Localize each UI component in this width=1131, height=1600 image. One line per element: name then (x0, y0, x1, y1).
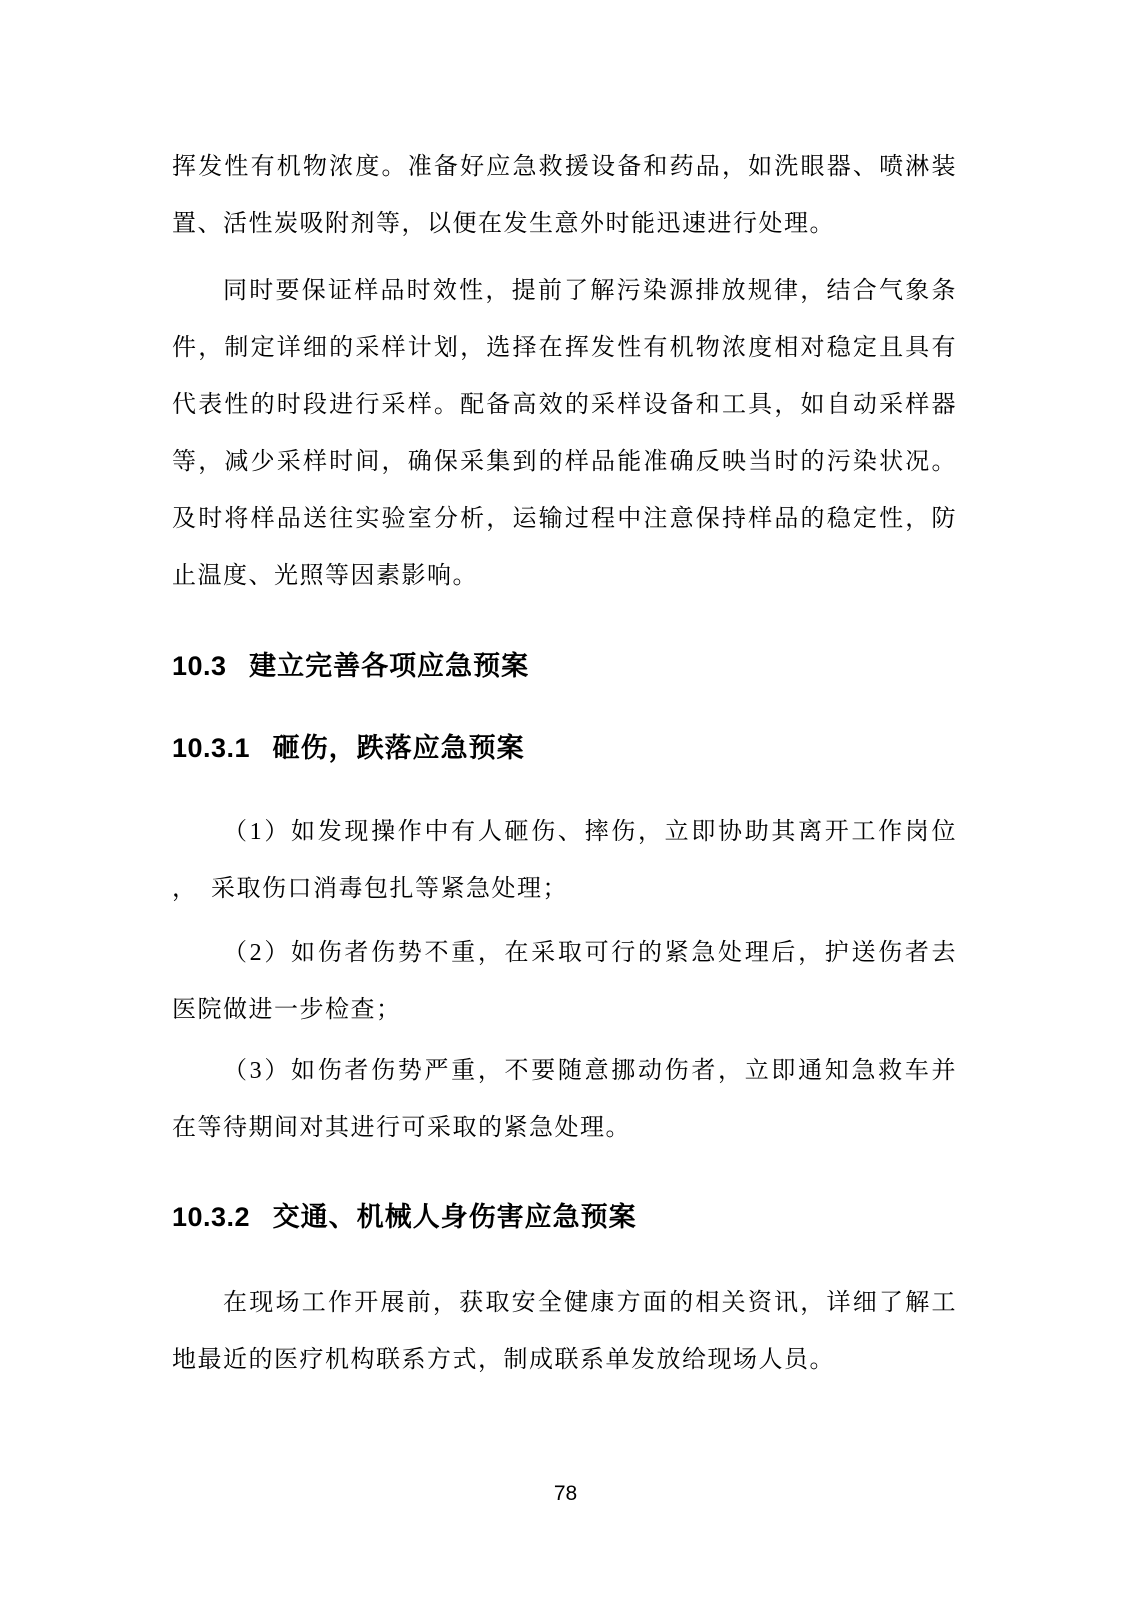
text-line: 等，减少采样时间，确保采集到的样品能准确反映当时的污染状况。 (172, 449, 957, 475)
text-line: 地最近的医疗机构联系方式，制成联系单发放给现场人员。 (172, 1347, 835, 1373)
page-footer (0, 1481, 1131, 1507)
heading-number: 10.3.1 (172, 733, 251, 763)
text-line: 在现场工作开展前，获取安全健康方面的相关资讯，详细了解工 (223, 1290, 957, 1316)
para-sampling-plan (172, 263, 957, 605)
heading-number: 10.3.2 (172, 1202, 251, 1232)
heading-title: 建立完善各项应急预案 (249, 651, 530, 681)
text-line: ， 采取伤口消毒包扎等紧急处理； (172, 876, 568, 902)
heading-10-3 (172, 638, 957, 694)
text-line: 医院做进一步检查； (172, 997, 402, 1023)
text-line: 同时要保证样品时效性，提前了解污染源排放规律，结合气象条 (223, 278, 957, 304)
heading-10-3-1 (172, 720, 957, 776)
text-line: 在等待期间对其进行可采取的紧急处理。 (172, 1115, 631, 1141)
text-line: 止温度、光照等因素影响。 (172, 563, 478, 589)
heading-title: 交通、机械人身伤害应急预案 (272, 1202, 637, 1232)
text-line: 挥发性有机物浓度。准备好应急救援设备和药品，如洗眼器、喷淋装 (172, 154, 957, 180)
heading-number: 10.3 (172, 651, 227, 681)
heading-title: 砸伤，跌落应急预案 (272, 733, 525, 763)
text-line: （1）如发现操作中有人砸伤、摔伤，立即协助其离开工作岗位 (223, 819, 957, 845)
heading-10-3-2 (172, 1189, 957, 1245)
para-site-medical-contact (172, 1275, 957, 1389)
list-item-2 (172, 925, 957, 1039)
list-item-3 (172, 1043, 957, 1157)
para-voc-emergency-equipment (172, 139, 957, 253)
page-number: 78 (553, 1482, 578, 1505)
text-line: 及时将样品送往实验室分析，运输过程中注意保持样品的稳定性，防 (172, 506, 957, 532)
text-line: 置、活性炭吸附剂等，以便在发生意外时能迅速进行处理。 (172, 211, 835, 237)
text-line: 件，制定详细的采样计划，选择在挥发性有机物浓度相对稳定且具有 (172, 335, 957, 361)
text-line: （2）如伤者伤势不重，在采取可行的紧急处理后，护送伤者去 (223, 940, 957, 966)
list-item-1 (172, 804, 957, 918)
text-line: （3）如伤者伤势严重，不要随意挪动伤者，立即通知急救车并 (223, 1058, 957, 1084)
text-line: 代表性的时段进行采样。配备高效的采样设备和工具，如自动采样器 (172, 392, 957, 418)
page-content (172, 0, 957, 1389)
